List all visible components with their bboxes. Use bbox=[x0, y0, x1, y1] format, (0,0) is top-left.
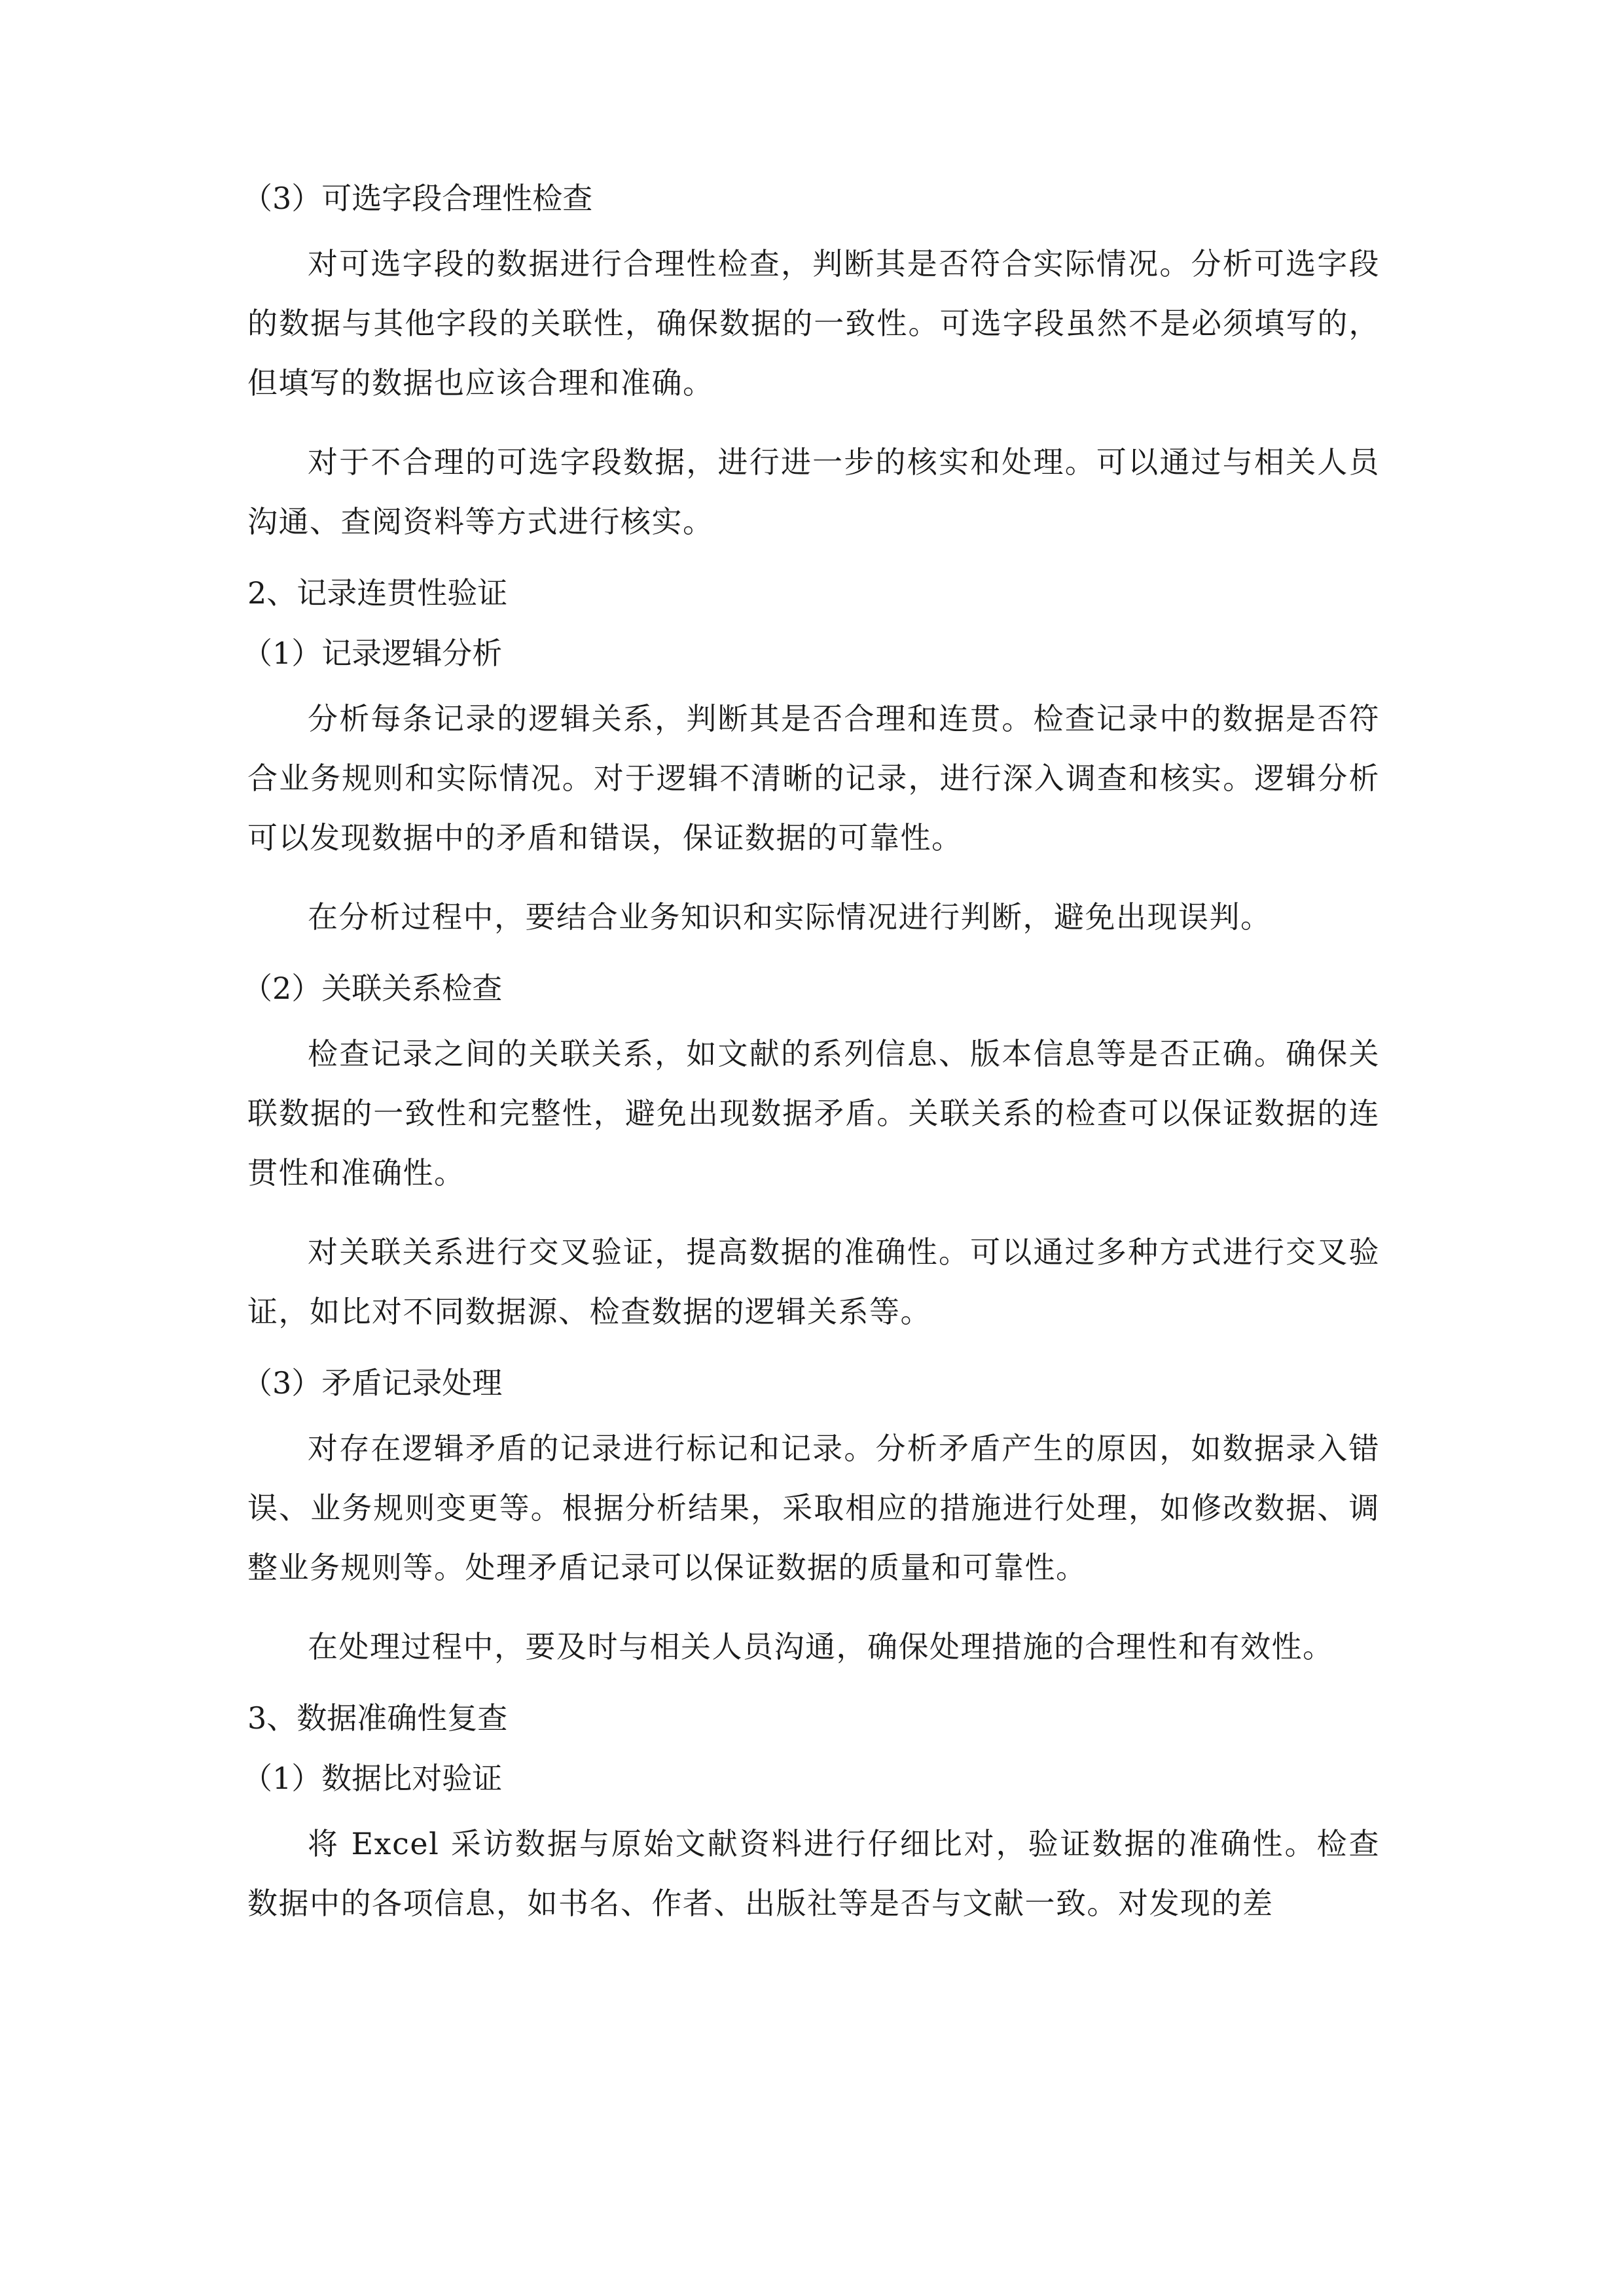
document-page bbox=[242, 177, 1380, 1933]
paragraph: 分析每条记录的逻辑关系，判断其是否合理和连贯。检查记录中的数据是否符合业务规则和实际情况。对于逻辑不清晰的记录，进行深入调查和核实。逻辑分析可以发现数据中的矛盾和错误，保证数据的可靠性。 bbox=[247, 701, 1380, 855]
paragraph: 对可选字段的数据进行合理性检查，判断其是否符合实际情况。分析可选字段的数据与其他字段的关联性，确保数据的一致性。可选字段虽然不是必须填写的，但填写的数据也应该合理和准确。 bbox=[247, 246, 1380, 401]
heading-conflict-handling: （3）矛盾记录处理 bbox=[242, 1365, 503, 1401]
paragraph: 将 Excel 采访数据与原始文献资料进行仔细比对，验证数据的准确性。检查数据中的各项信息，如书名、作者、出版社等是否与文献一致。对发现的差 bbox=[247, 1826, 1380, 1921]
heading-optional-field-check: （3）可选字段合理性检查 bbox=[242, 181, 593, 216]
paragraph: 在处理过程中，要及时与相关人员沟通，确保处理措施的合理性和有效性。 bbox=[308, 1629, 1334, 1664]
paragraph: 对于不合理的可选字段数据，进行进一步的核实和处理。可以通过与相关人员沟通、查阅资料等方式进行核实。 bbox=[247, 444, 1380, 539]
heading-relation-check: （2）关联关系检查 bbox=[242, 971, 503, 1006]
heading-record-consistency: 2、记录连贯性验证 bbox=[247, 575, 508, 611]
paragraph: 对存在逻辑矛盾的记录进行标记和记录。分析矛盾产生的原因，如数据录入错误、业务规则变更等。根据分析结果，采取相应的措施进行处理，如修改数据、调整业务规则等。处理矛盾记录可以保证数据的质量和可靠性。 bbox=[247, 1431, 1380, 1585]
heading-data-accuracy-review: 3、数据准确性复查 bbox=[247, 1700, 508, 1736]
paragraph: 对关联关系进行交叉验证，提高数据的准确性。可以通过多种方式进行交叉验证，如比对不同数据源、检查数据的逻辑关系等。 bbox=[247, 1234, 1380, 1329]
heading-data-comparison: （1）数据比对验证 bbox=[242, 1761, 503, 1796]
paragraph: 检查记录之间的关联关系，如文献的系列信息、版本信息等是否正确。确保关联数据的一致性和完整性，避免出现数据矛盾。关联关系的检查可以保证数据的连贯性和准确性。 bbox=[247, 1036, 1380, 1191]
paragraph: 在分析过程中，要结合业务知识和实际情况进行判断，避免出现误判。 bbox=[308, 899, 1272, 935]
heading-record-logic-analysis: （1）记录逻辑分析 bbox=[242, 636, 503, 671]
